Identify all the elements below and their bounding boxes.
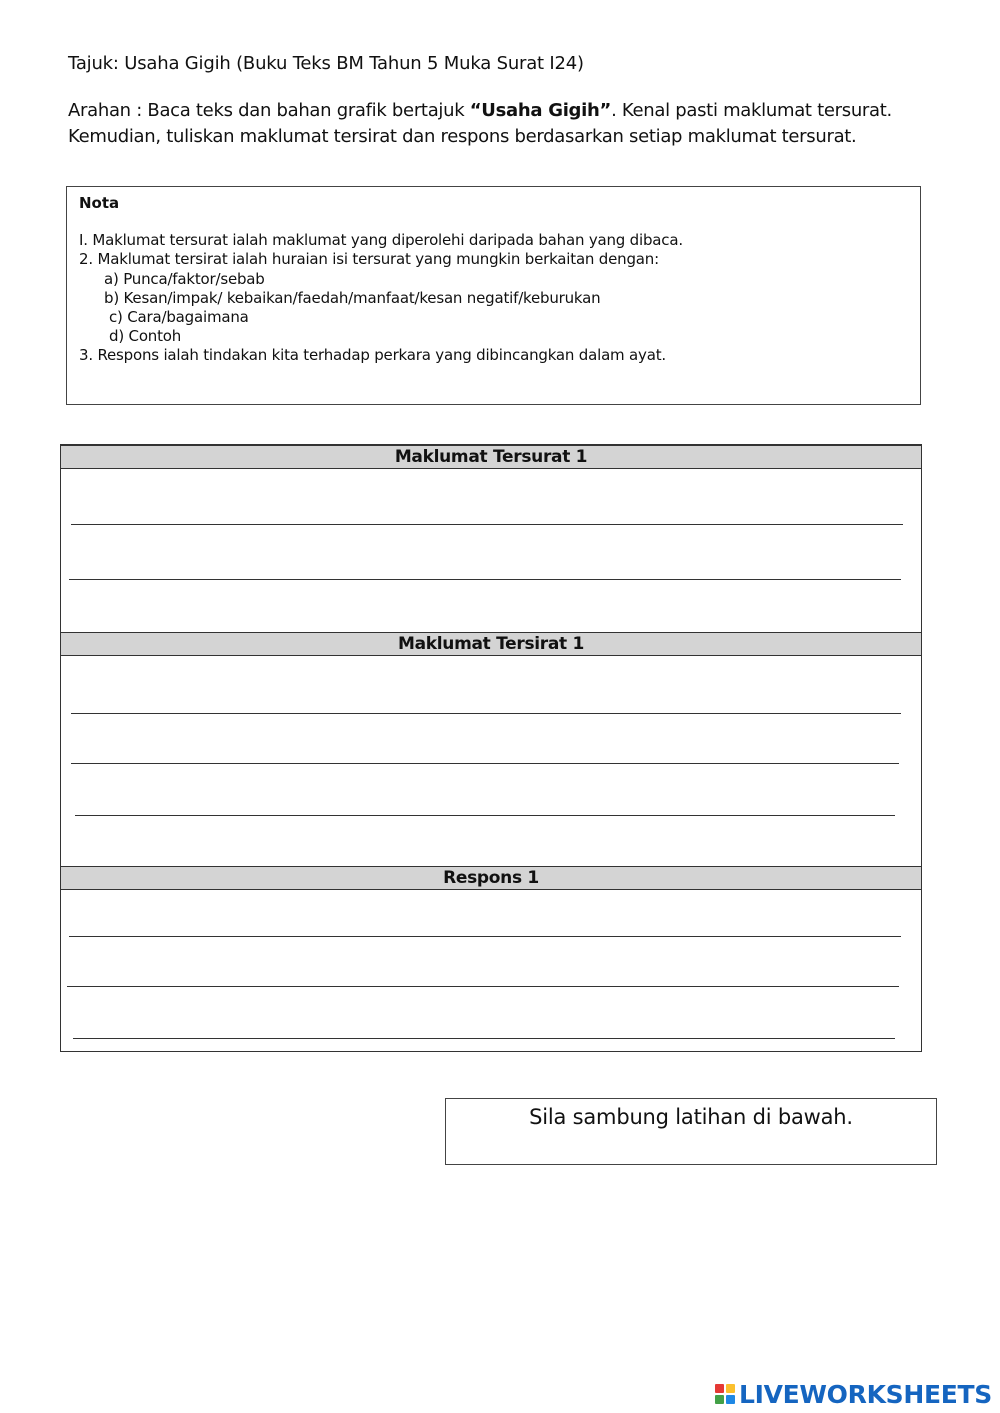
instruction-quote: “Usaha Gigih” — [469, 100, 612, 121]
section-heading-tersirat: Maklumat Tersirat 1 — [61, 632, 921, 656]
answer-sheet — [60, 444, 922, 1052]
instruction-part2: . Kenal pasti maklumat tersurat. Kemudian, tuliskan maklumat tersirat dan respons berdasarkan setiap maklumat tersurat. — [68, 100, 892, 147]
live-block-icon — [715, 1384, 724, 1393]
nota-line-5: c) Cara/bagaimana — [109, 308, 249, 326]
section-heading-respons: Respons 1 — [61, 866, 921, 890]
nota-line-3: a) Punca/faktor/sebab — [104, 270, 265, 288]
nota-line-7: 3. Respons ialah tindakan kita terhadap perkara yang dibincangkan dalam ayat. — [79, 346, 666, 364]
live-block-icon — [726, 1395, 735, 1404]
live-block-icon — [715, 1395, 724, 1404]
instruction-part1: Arahan : Baca teks dan bahan grafik bertajuk — [68, 100, 470, 121]
nota-line-1: I. Maklumat tersurat ialah maklumat yang diperolehi daripada bahan yang dibaca. — [79, 231, 683, 249]
nota-line-2: 2. Maklumat tersirat ialah huraian isi tersurat yang mungkin berkaitan dengan: — [79, 250, 659, 268]
answer-line[interactable] — [69, 579, 901, 580]
nota-line-6: d) Contoh — [109, 327, 182, 345]
section-heading-tersurat: Maklumat Tersurat 1 — [61, 445, 921, 469]
worksheet-title: Tajuk: Usaha Gigih (Buku Teks BM Tahun 5 Muka Surat I24) — [68, 53, 584, 74]
answer-line[interactable] — [71, 524, 903, 525]
nota-box — [66, 186, 921, 405]
liveworksheets-logo[interactable] — [715, 1378, 992, 1410]
answer-line[interactable] — [73, 1038, 895, 1039]
answer-line[interactable] — [67, 986, 899, 987]
continue-note: Sila sambung latihan di bawah. — [445, 1098, 937, 1165]
answer-line[interactable] — [71, 713, 901, 714]
brand-name: LIVEWORKSHEETS — [738, 1379, 992, 1409]
nota-heading: Nota — [79, 194, 120, 212]
answer-line[interactable] — [75, 815, 895, 816]
answer-line[interactable] — [69, 936, 901, 937]
live-blocks-icon — [715, 1384, 735, 1404]
answer-line[interactable] — [71, 763, 899, 764]
live-block-icon — [726, 1384, 735, 1393]
nota-line-4: b) Kesan/impak/ kebaikan/faedah/manfaat/kesan negatif/keburukan — [104, 289, 601, 307]
instruction-text — [68, 98, 968, 150]
